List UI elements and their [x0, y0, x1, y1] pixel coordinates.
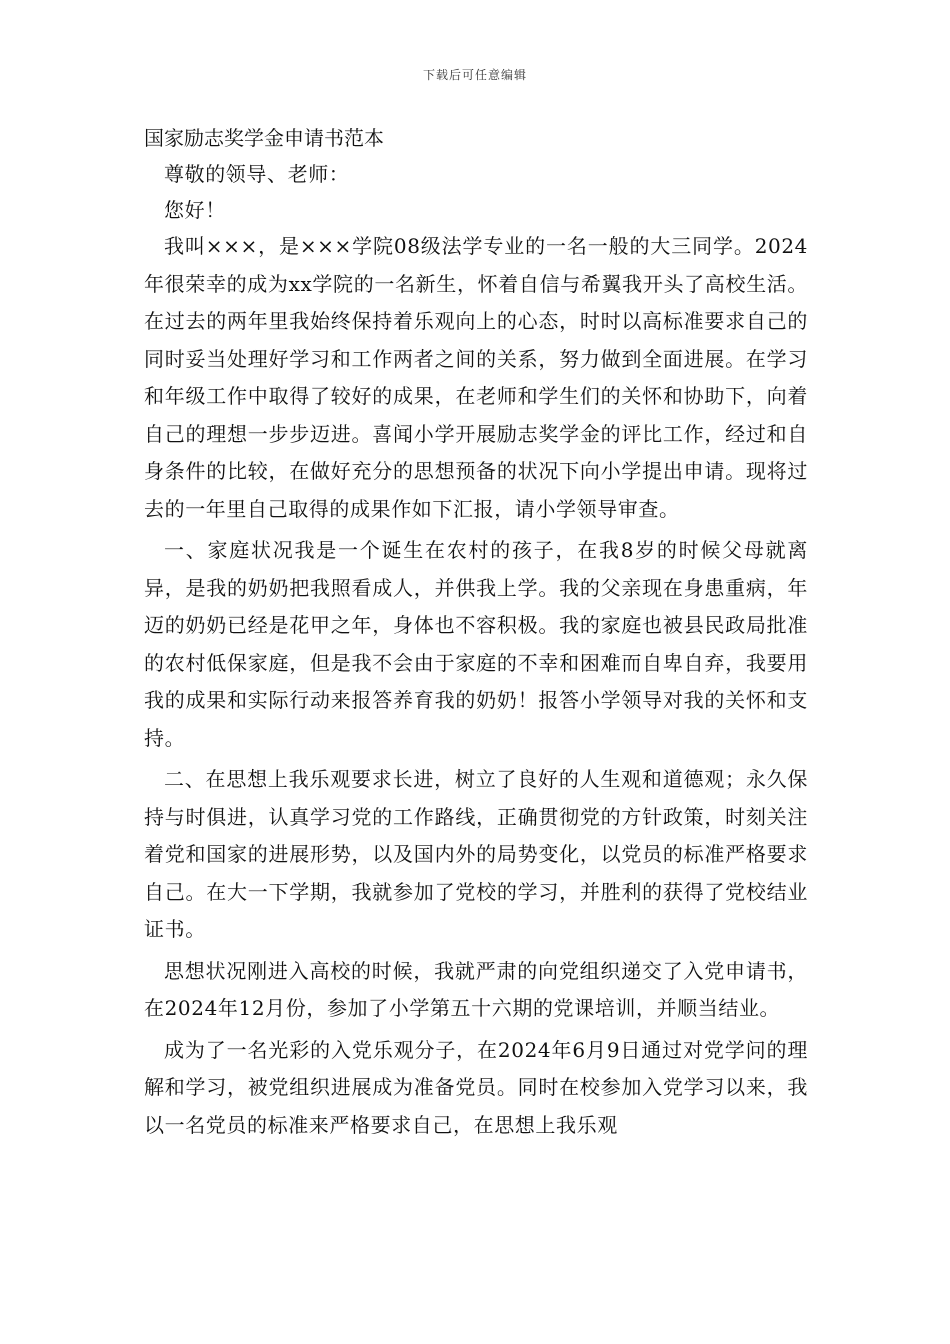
- paragraph-party-member: 成为了一名光彩的入党乐观分子，在2024年6月9日通过对党学问的理解和学习，被党组织进展成为准备党员。同时在校参加入党学习以来，我以一名党员的标准来严格要求自己，在思想上我乐观: [144, 1037, 808, 1137]
- page-header-note: 下载后可任意编辑: [422, 68, 527, 82]
- paragraph-ideology: 二、在思想上我乐观要求长进，树立了良好的人生观和道德观；永久保持与时俱进，认真学习党的工作路线，正确贯彻党的方针政策，时刻关注着党和国家的进展形势，以及国内外的局势变化，以党员的标准严格要求自己。在大一下学期，我就参加了党校的学习，并胜利的获得了党校结业证书。: [144, 767, 808, 941]
- paragraph-introduction: 我叫×××，是×××学院08级法学专业的一名一般的大三同学。2024年很荣幸的成为xx学院的一名新生，怀着自信与希翼我开头了高校生活。在过去的两年里我始终保持着乐观向上的心态，时时以高标准要求自己的同时妥当处理好学习和工作两者之间的关系，努力做到全面进展。在学习和年级工作中取得了较好的成果，在老师和学生们的关怀和协助下，向着自己的理想一步步迈进。喜闻小学开展励志奖学金的评比工作，经过和自身条件的比较，在做好充分的思想预备的状况下向小学提出申请。现将过去的一年里自己取得的成果作如下汇报，请小学领导审查。: [144, 234, 808, 521]
- paragraph-family-situation: 一、家庭状况我是一个诞生在农村的孩子，在我8岁的时候父母就离异，是我的奶奶把我照看成人，并供我上学。我的父亲现在身患重病，年迈的奶奶已经是花甲之年，身体也不容积极。我的家庭也被县民政局批准的农村低保家庭，但是我不会由于家庭的不幸和困难而自卑自弃，我要用我的成果和实际行动来报答养育我的奶奶！报答小学领导对我的关怀和支持。: [144, 538, 808, 750]
- document-body: [144, 120, 808, 1148]
- paragraph-thought-situation: 思想状况刚进入高校的时候，我就严肃的向党组织递交了入党申请书，在2024年12月份，参加了小学第五十六期的党课培训，并顺当结业。: [144, 958, 808, 1020]
- salutation: 尊敬的领导、老师：: [164, 162, 350, 186]
- greeting: 您好！: [164, 198, 226, 222]
- document-title: 国家励志奖学金申请书范本: [144, 126, 384, 150]
